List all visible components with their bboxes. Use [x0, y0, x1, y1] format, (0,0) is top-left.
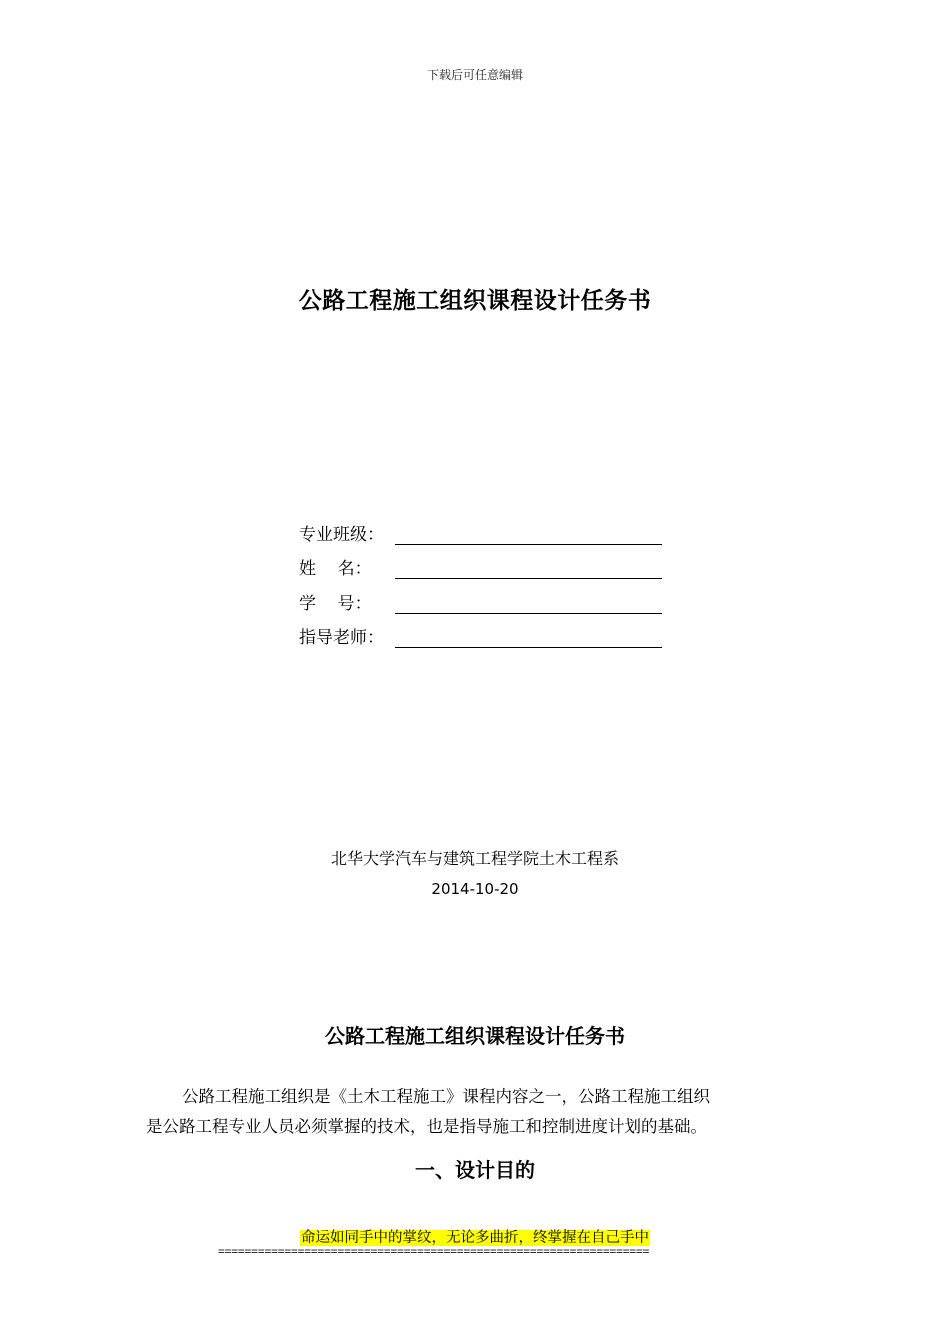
- footer-divider: =================================================================: [218, 1245, 650, 1258]
- intro-paragraph-line-1: 公路工程施工组织是《土木工程施工》课程内容之一，公路工程施工组织: [182, 1087, 710, 1106]
- field-advisor: [299, 624, 662, 648]
- field-name-line[interactable]: [395, 560, 662, 579]
- institution: 北华大学汽车与建筑工程学院土木工程系: [330, 849, 619, 868]
- footer-motto: 命运如同手中的掌纹，无论多曲折，终掌握在自己手中: [301, 1230, 649, 1246]
- field-name-label: 姓 名：: [299, 559, 372, 579]
- field-class: [299, 521, 662, 545]
- field-advisor-line[interactable]: [395, 629, 662, 648]
- field-class-line[interactable]: [395, 526, 662, 545]
- section-heading: 一、设计目的: [415, 1158, 535, 1182]
- intro-paragraph-line-2: 是公路工程专业人员必须掌握的技术，也是指导施工和控制进度计划的基础。: [146, 1117, 707, 1136]
- field-student-id-label: 学 号：: [299, 594, 372, 614]
- document-title: 公路工程施工组织课程设计任务书: [298, 288, 652, 314]
- field-name: [299, 555, 662, 579]
- date: 2014-10-20: [431, 880, 519, 898]
- field-advisor-label: 指导老师：: [299, 628, 384, 648]
- footer-motto-wrap: [0, 1226, 950, 1247]
- field-student-id-line[interactable]: [395, 595, 662, 614]
- field-student-id: [299, 590, 662, 614]
- field-class-label: 专业班级：: [299, 525, 384, 545]
- body-title: 公路工程施工组织课程设计任务书: [325, 1024, 625, 1048]
- header-note: 下载后可任意编辑: [426, 68, 523, 82]
